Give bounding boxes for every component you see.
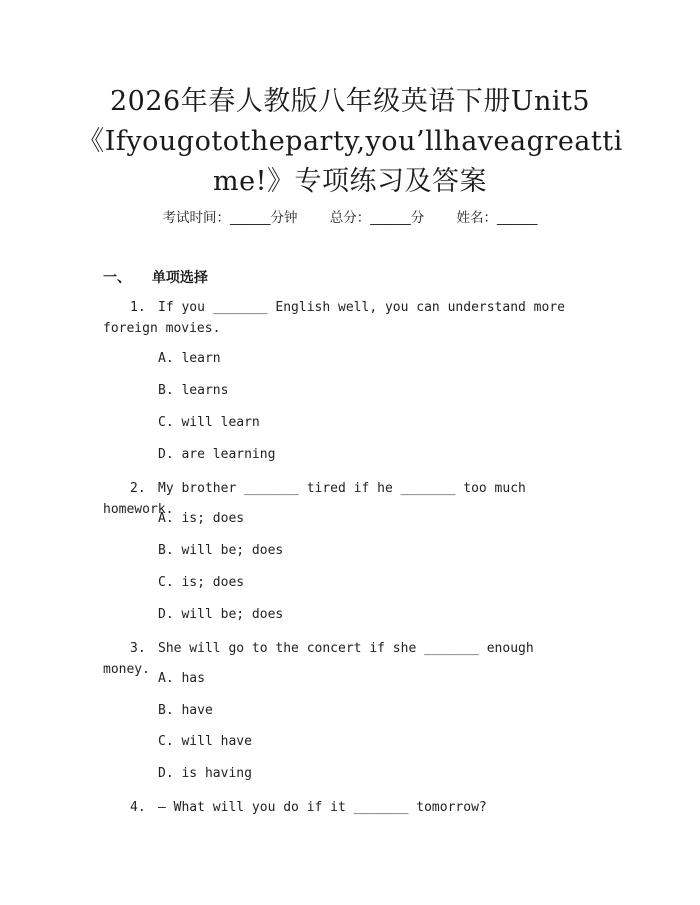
section-number: 一、: [103, 270, 131, 286]
question-text: My brother _______ tired if he _______ too much homework.: [103, 481, 526, 517]
section-title: 单项选择: [151, 270, 208, 286]
option-1a: A. learn: [158, 351, 221, 366]
option-2c: C. is; does: [158, 575, 245, 590]
option-3d: D. is having: [158, 766, 252, 781]
question-text: — What will you do if it _______ tomorrow?: [158, 800, 487, 815]
option-3c: C. will have: [158, 734, 252, 749]
question-1: [103, 297, 583, 339]
section-heading: [103, 267, 208, 287]
title-line-2: 《Ifyougototheparty,you’llhaveagreatti: [77, 126, 623, 157]
question-number: 1.: [130, 300, 146, 315]
option-1c: C. will learn: [158, 415, 260, 430]
option-2a: A. is; does: [158, 511, 245, 526]
question-4: [103, 797, 583, 818]
option-2d: D. will be; does: [158, 607, 284, 622]
exam-info: [0, 206, 700, 226]
exam-time: 考试时间：______分钟: [162, 210, 298, 226]
question-text: She will go to the concert if she _______ enough money.: [103, 641, 534, 677]
title-line-3: me!》专项练习及答案: [213, 166, 487, 197]
option-1b: B. learns: [158, 383, 229, 398]
exam-score: 总分：______分: [329, 210, 425, 226]
title-line-1: 2026年春人教版八年级英语下册Unit5: [109, 86, 591, 117]
question-number: 4.: [130, 800, 146, 815]
option-1d: D. are learning: [158, 447, 276, 462]
question-number: 2.: [130, 481, 146, 496]
question-number: 3.: [130, 641, 146, 656]
question-text: If you _______ English well, you can understand more foreign movies.: [103, 300, 565, 336]
document-title: [40, 82, 660, 202]
option-3b: B. have: [158, 703, 213, 718]
exam-name: 姓名：______: [456, 210, 538, 226]
option-2b: B. will be; does: [158, 543, 284, 558]
option-3a: A. has: [158, 671, 205, 686]
